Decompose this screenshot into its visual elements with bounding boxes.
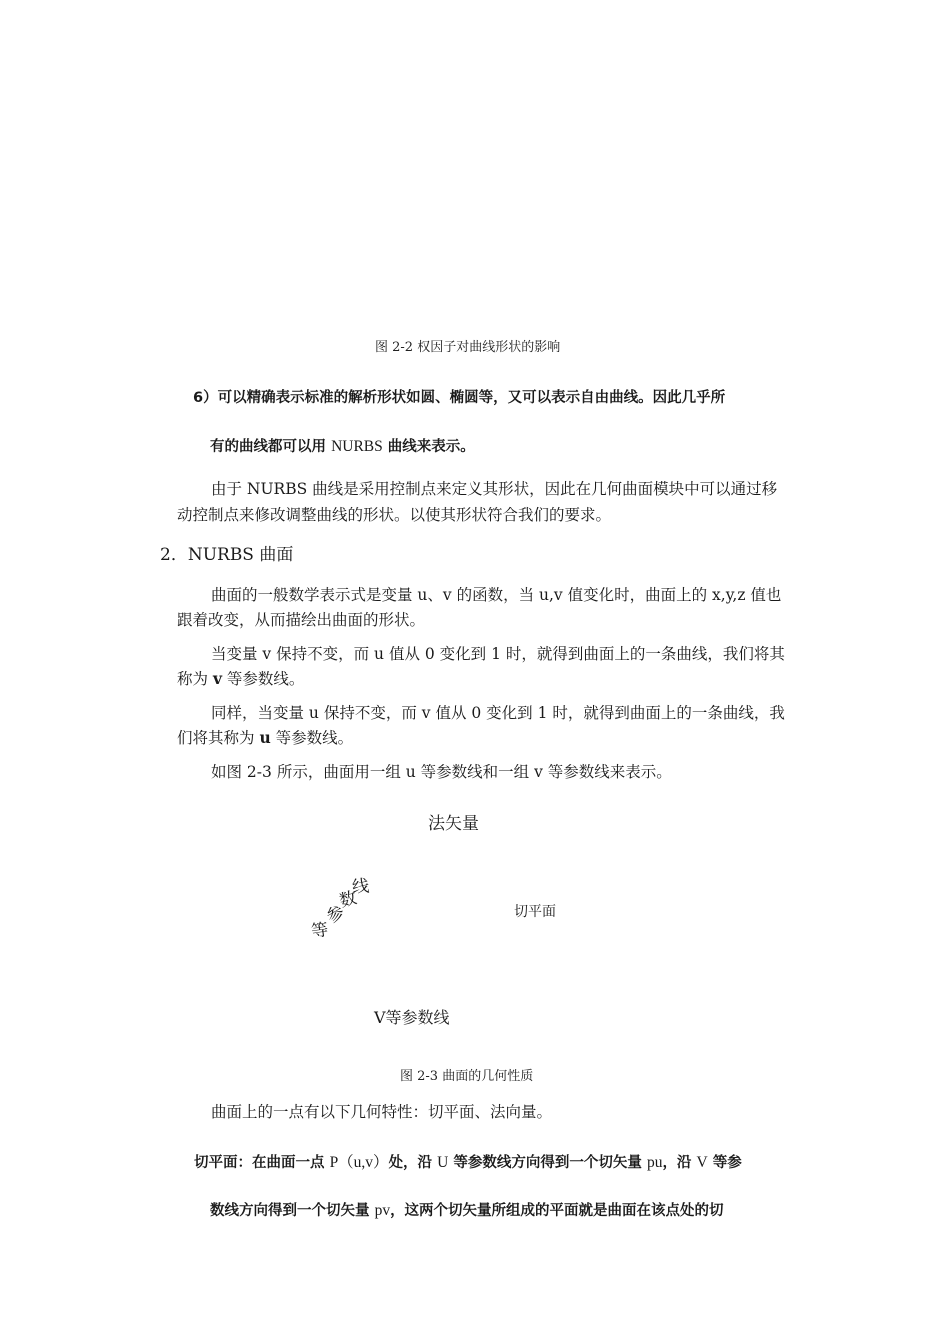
figure-label-tangent-plane: 切平面 [514, 904, 556, 920]
paragraph-1-line-1: 由于 NURBS 曲线是采用控制点来定义其形状，因此在几何曲面模块中可以通过移 [211, 480, 778, 498]
paragraph-5-line-1: 如图 2-3 所示，曲面用一组 u 等参数线和一组 v 等参数线来表示。 [211, 763, 672, 781]
paragraph-3-line-2 [177, 666, 304, 692]
list-item-6-line-1: 6）可以精确表示标准的解析形状如圆、椭圆等，又可以表示自由曲线。因此几乎所 [193, 390, 726, 406]
list-item-6-line-2 [210, 435, 475, 456]
paragraph-3-text-b: 等参数线。 [221, 670, 305, 688]
tangent-def-v: V [696, 1154, 708, 1171]
tangent-def-text-c: 处，沿 [388, 1155, 438, 1171]
paragraph-1-line-2: 动控制点来修改调整曲线的形状。以使其形状符合我们的要求。 [177, 506, 612, 524]
list-item-6-text-c: 曲线来表示。 [382, 439, 475, 455]
figure-label-v-isoparametric-line: V等参数线 [374, 1008, 450, 1027]
tangent-def-pv: pv [374, 1202, 391, 1219]
paragraph-4-keyword-u: u [259, 728, 271, 747]
paragraph-6-line-1: 曲面上的一点有以下几何特性：切平面、法向量。 [211, 1103, 553, 1121]
paragraph-4-line-1: 同样，当变量 u 保持不变，而 v 值从 0 变化到 1 时，就得到曲面上的一条曲线，我 [211, 704, 785, 722]
figure-2-3-caption: 图 2-3 曲面的几何性质 [400, 1069, 534, 1084]
figure-label-normal-vector: 法矢量 [428, 814, 479, 834]
tangent-def-text-a: 切平面：在曲面一点 [194, 1155, 330, 1171]
paragraph-3-line-1: 当变量 v 保持不变，而 u 值从 0 变化到 1 时，就得到曲面上的一条曲线，我们将其 [211, 645, 785, 663]
tangent-plane-definition-line-1 [194, 1150, 742, 1172]
paragraph-3-text-a: 称为 [177, 670, 213, 688]
list-item-6-text-a: 有的曲线都可以用 [210, 439, 332, 455]
tangent-def-text-2a: 数线方向得到一个切矢量 [210, 1203, 375, 1219]
u-line-char-3: 数 [337, 888, 359, 912]
paragraph-4-line-2 [177, 725, 353, 751]
tangent-plane-definition-line-2 [210, 1199, 724, 1220]
tangent-def-point: P（u,v） [329, 1154, 389, 1171]
tangent-def-text-e: 等参数线方向得到一个切矢量 [448, 1155, 647, 1171]
u-line-char-1: 等 [310, 919, 330, 943]
paragraph-4-text-a: 们将其称为 [177, 729, 260, 747]
figure-2-2-caption: 图 2-2 权因子对曲线形状的影响 [375, 340, 561, 355]
u-line-char-2: 参 [323, 901, 349, 928]
paragraph-4-text-b: 等参数线。 [270, 729, 354, 747]
section-heading-nurbs-surface: 2．NURBS 曲面 [160, 545, 294, 565]
tangent-def-text-2c: ，这两个切矢量所组成的平面就是曲面在该点处的切 [390, 1203, 724, 1219]
tangent-def-text-g: ，沿 [662, 1155, 697, 1171]
tangent-def-pu: pu [646, 1154, 663, 1171]
paragraph-2-line-2: 跟着改变，从而描绘出曲面的形状。 [177, 611, 426, 629]
paragraph-2-line-1: 曲面的一般数学表示式是变量 u、v 的函数，当 u,v 值变化时，曲面上的 x,y,z 值也 [211, 586, 782, 604]
u-line-char-4: 线 [351, 876, 371, 898]
tangent-def-text-i: 等参 [707, 1155, 742, 1171]
list-item-6-nurbs: NURBS [331, 438, 383, 455]
tangent-def-u: U [437, 1154, 449, 1171]
paragraph-3-keyword-v: v [212, 669, 222, 688]
